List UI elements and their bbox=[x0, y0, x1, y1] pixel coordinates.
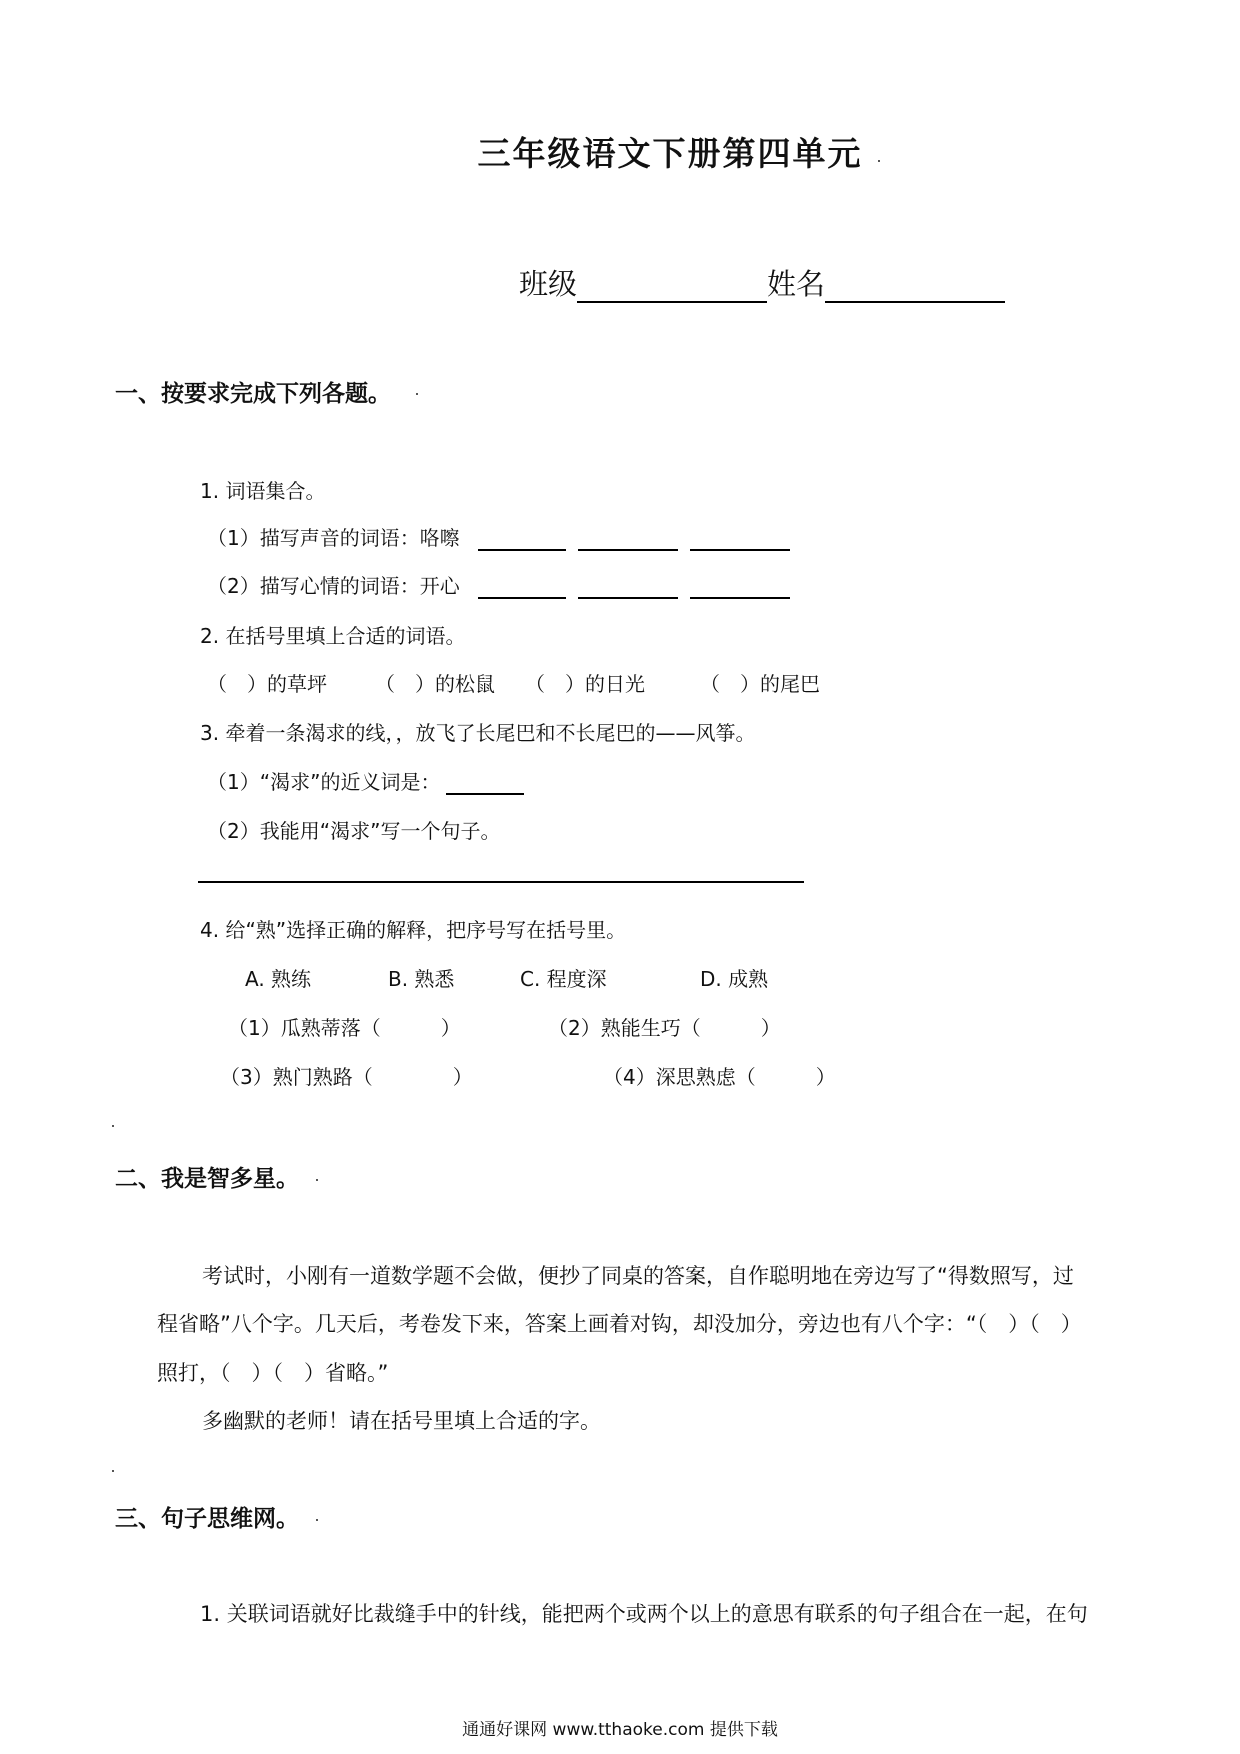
paragraph-mark bbox=[416, 393, 418, 395]
section-3-q1: 1. 关联词语就好比裁缝手中的针线，能把两个或两个以上的意思有联系的句子组合在一起，在句 bbox=[200, 1602, 1088, 1626]
q4-option: D. 成熟 bbox=[700, 967, 769, 991]
q4-option: A. 熟练 bbox=[245, 967, 312, 991]
answer-blank[interactable] bbox=[578, 531, 678, 551]
answer-blank[interactable] bbox=[478, 531, 566, 551]
q4-option: C. 程度深 bbox=[520, 967, 607, 991]
student-info-row bbox=[519, 262, 1005, 303]
q4-item: （3）熟门熟路（ ） bbox=[220, 1065, 473, 1089]
class-field[interactable] bbox=[577, 275, 767, 303]
q4-title: 4. 给“熟”选择正确的解释，把序号写在括号里。 bbox=[200, 918, 627, 942]
q2-item: （ ）的日光 bbox=[525, 672, 645, 696]
name-label: 姓名 bbox=[767, 267, 826, 301]
name-field[interactable] bbox=[825, 275, 1005, 303]
sentence-answer-line[interactable] bbox=[198, 881, 804, 883]
section-1-heading: 一、按要求完成下列各题。 bbox=[115, 381, 391, 407]
paragraph-mark bbox=[316, 1179, 318, 1181]
answer-blank[interactable] bbox=[578, 579, 678, 599]
q4-item: （2）熟能生巧（ ） bbox=[548, 1016, 781, 1040]
answer-blank[interactable] bbox=[690, 531, 790, 551]
q2-item: （ ）的松鼠 bbox=[375, 672, 495, 696]
answer-blank[interactable] bbox=[690, 579, 790, 599]
answer-blank[interactable] bbox=[446, 775, 524, 795]
q3-title: 3. 牵着一条渴求的线，，放飞了长尾巴和不长尾巴的——风筝。 bbox=[200, 721, 756, 745]
q4-item: （4）深思熟虑（ ） bbox=[603, 1065, 836, 1089]
story-line-2: 程省略”八个字。几天后，考卷发下来，答案上画着对钩，却没加分，旁边也有八个字：“（ ）（ ） bbox=[157, 1312, 1082, 1336]
q1-item-2 bbox=[207, 570, 802, 599]
class-label: 班级 bbox=[519, 267, 578, 301]
page-title: 三年级语文下册第四单元 bbox=[477, 134, 863, 173]
story-line-3: 照打，（ ）（ ）省略。” bbox=[157, 1361, 389, 1385]
section-2-heading: 二、我是智多星。 bbox=[115, 1166, 299, 1192]
q3-item-1-text: （1）“渴求”的近义词是： bbox=[207, 770, 441, 794]
q3-item-1 bbox=[207, 766, 536, 795]
q3-item-2: （2）我能用“渴求”写一个句子。 bbox=[207, 819, 501, 843]
q2-item: （ ）的尾巴 bbox=[700, 672, 820, 696]
paragraph-mark bbox=[112, 1125, 114, 1127]
q1-item-1 bbox=[207, 522, 802, 551]
story-prompt: 多幽默的老师！请在括号里填上合适的字。 bbox=[202, 1409, 601, 1433]
q1-title: 1. 词语集合。 bbox=[200, 479, 326, 503]
q4-option: B. 熟悉 bbox=[388, 967, 455, 991]
q1-item-1-text: （1）描写声音的词语：咯嚓 bbox=[207, 526, 460, 550]
answer-blank[interactable] bbox=[478, 579, 566, 599]
q2-item: （ ）的草坪 bbox=[207, 672, 327, 696]
footer-source: 通通好课网 www.tthaoke.com 提供下载 bbox=[462, 1720, 778, 1740]
paragraph-mark bbox=[316, 1519, 318, 1521]
story-line-1: 考试时，小刚有一道数学题不会做，便抄了同桌的答案，自作聪明地在旁边写了“得数照写，过 bbox=[202, 1264, 1074, 1288]
q1-item-2-text: （2）描写心情的词语：开心 bbox=[207, 574, 460, 598]
paragraph-mark bbox=[112, 1470, 114, 1472]
paragraph-mark bbox=[878, 160, 880, 162]
section-3-heading: 三、句子思维网。 bbox=[115, 1506, 299, 1532]
q2-title: 2. 在括号里填上合适的词语。 bbox=[200, 624, 466, 648]
q4-item: （1）瓜熟蒂落（ ） bbox=[228, 1016, 461, 1040]
